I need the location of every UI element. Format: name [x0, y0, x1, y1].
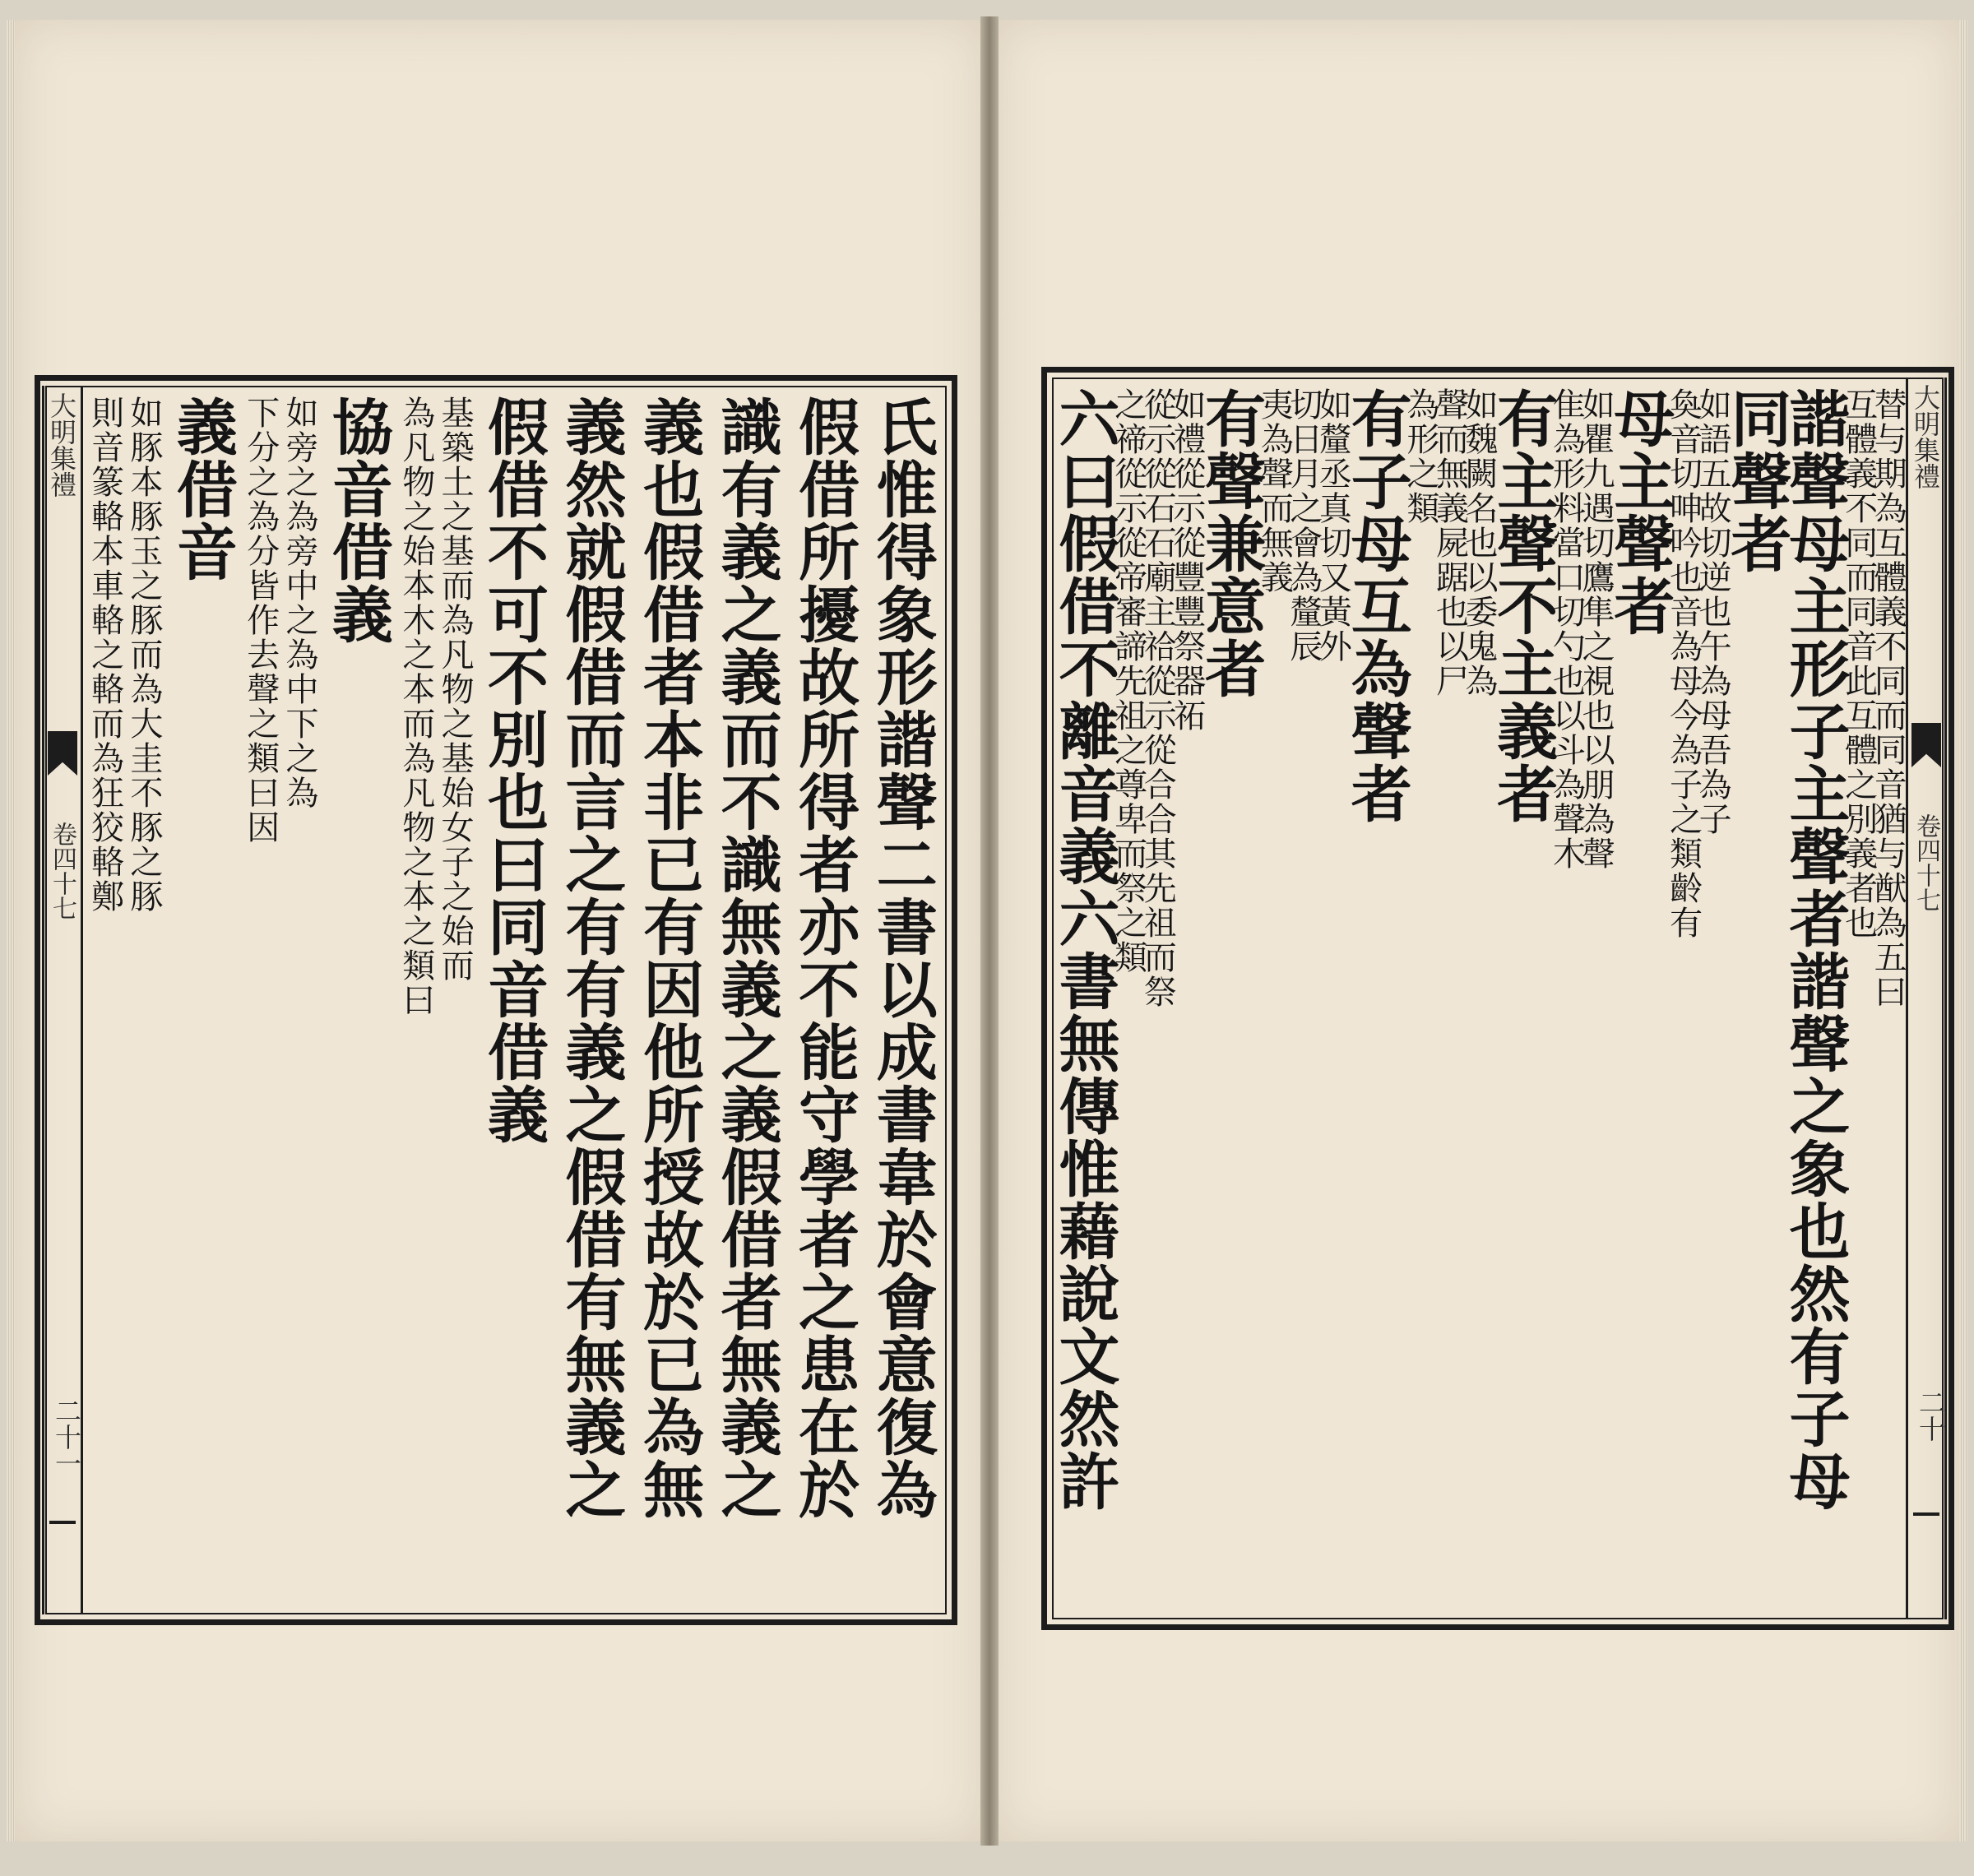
right-column-3: 諧聲母主形子主聲者諧聲之象也然有子母 [1779, 387, 1851, 1512]
left-column-3: 識有義之義而不識無義之義假借者無義之 [711, 396, 782, 1521]
right-volume-label: 卷四十七 [1911, 813, 1940, 912]
left-column-4: 義也假借者本非已有因他所授故於已為無 [633, 396, 705, 1521]
left-volume-label: 卷四十七 [48, 822, 76, 920]
right-column-4: 同聲者 [1721, 387, 1792, 575]
right-banxin [1906, 378, 1947, 1619]
left-column-10: 如旁之為旁中之為中下之為 [280, 396, 318, 810]
right-column-14: 有子母互為聲者 [1341, 387, 1412, 825]
left-column-8: 為凡物之始本木之本而為凡物之本之類曰 [396, 396, 435, 1017]
right-text-frame [1041, 367, 1954, 1630]
right-column-18: 有聲兼意者 [1195, 387, 1267, 700]
left-text-frame [35, 375, 957, 1625]
right-column-22: 六曰假借不離音義六書無傳惟藉說文然許 [1049, 387, 1120, 1512]
right-fore-edge [1959, 20, 1967, 1841]
left-column-7: 基築土之基而為凡物之基始女子之始而 [436, 396, 475, 983]
right-column-15: 如釐丞真切又黃外 [1314, 387, 1352, 664]
right-column-21: 之禘從示從帝審諦先祖之尊卑而祭之類 [1109, 387, 1147, 975]
right-column-20: 從示從石石廟主祫從示從合合其先祖而祭 [1138, 387, 1177, 1009]
right-banxin-title: 大明集禮 [1910, 384, 1941, 489]
right-column-16: 切日月之會為釐辰 [1284, 387, 1323, 664]
left-column-6: 假借不可不別也曰同音借義 [478, 396, 549, 1146]
right-column-1: 替与期為互體義不同而同音猶与猷為五曰 [1869, 387, 1907, 1009]
left-column-2: 假借所擾故所得者亦不能守學者之患在於 [789, 396, 860, 1521]
fishtail-mark-icon [48, 731, 77, 776]
right-lower-mark [1913, 1512, 1939, 1516]
right-column-10: 有主聲不主義者 [1487, 387, 1559, 825]
left-page-number: 二十一 [51, 1397, 82, 1476]
right-column-11: 如魏闕名也以委鬼為 [1460, 387, 1498, 698]
left-column-5: 義然就假借而言之有有義之假借有無義之 [555, 396, 627, 1521]
fishtail-mark-icon [1911, 723, 1941, 767]
right-column-6: 奐音切呻吟也音為母今為子之類齡有 [1664, 387, 1703, 940]
right-column-12: 聲而無義屍踞也以尸 [1430, 387, 1469, 698]
book-gutter [980, 16, 999, 1846]
left-fore-edge [7, 20, 15, 1841]
right-column-13: 為形之類 [1401, 387, 1439, 526]
left-column-9: 協音借義 [322, 396, 393, 646]
right-column-7: 母主聲者 [1604, 387, 1675, 637]
right-column-8: 如瞿九遇切鷹隼之視也以朋為聲 [1577, 387, 1615, 871]
left-column-12: 義借音 [166, 396, 238, 583]
left-column-13: 如豚本豚玉之豚而為大圭不豚之豚 [124, 396, 163, 914]
left-banxin [42, 386, 83, 1614]
right-column-19: 如禮從示從豐豐祭器祏 [1167, 387, 1206, 733]
right-column-17: 夷為聲而無義 [1255, 387, 1294, 595]
right-column-2: 互體義不同而同音此互體之別義者也 [1839, 387, 1878, 940]
right-column-9: 隹為形料當口切勺也以斗為聲木 [1547, 387, 1586, 871]
left-lower-mark [49, 1521, 76, 1524]
left-column-11: 下分之為分皆作去聲之類曰因 [241, 396, 280, 845]
left-column-1: 氏惟得象形諧聲二書以成書韋於會意復為 [866, 396, 938, 1521]
left-column-14: 則音篆輅本車輅之輅而為狂狡輅鄭 [86, 396, 124, 914]
left-banxin-title: 大明集禮 [46, 392, 77, 498]
right-column-5: 如語五故切逆也午為母吾為子 [1694, 387, 1732, 836]
right-page-number: 二十 [1915, 1389, 1946, 1442]
